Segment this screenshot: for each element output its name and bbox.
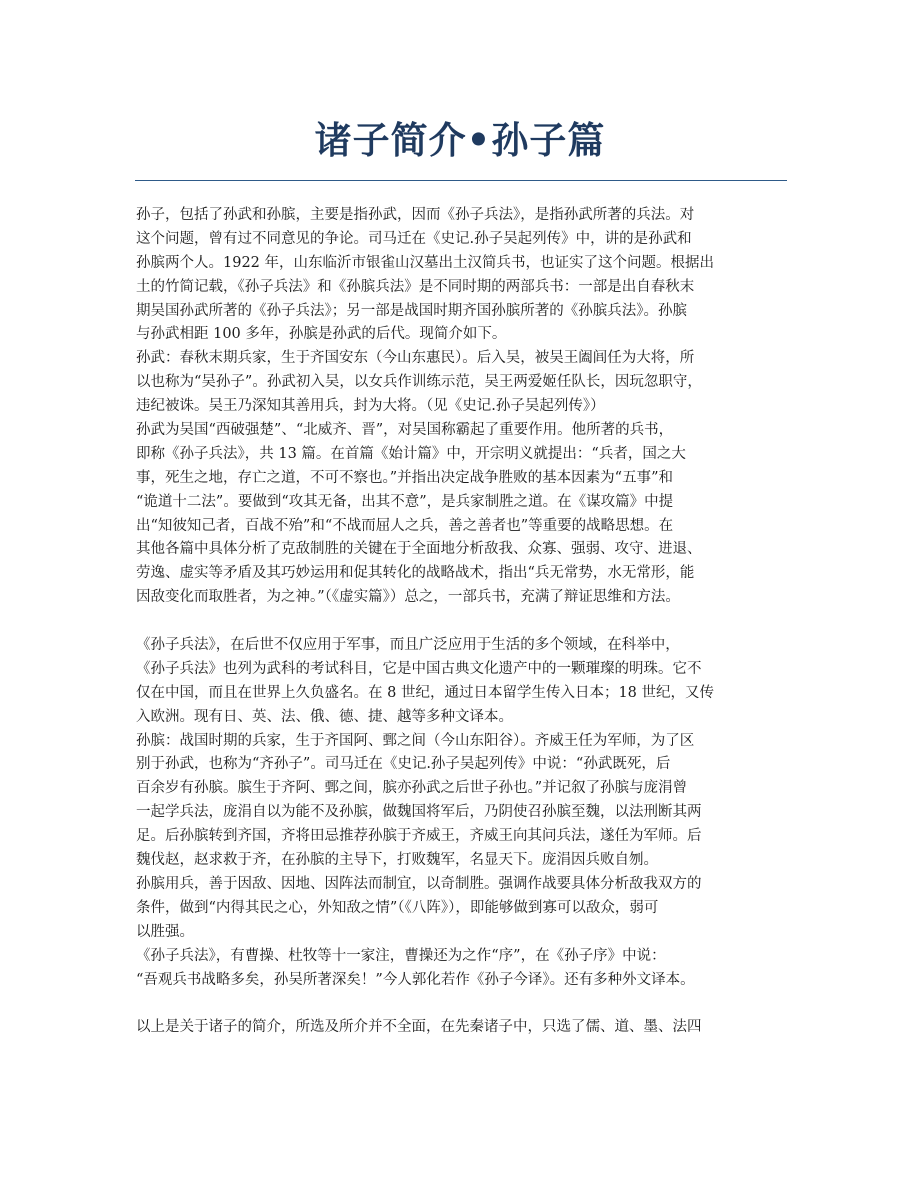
paragraph-line: 条件，做到“内得其民之心，外知敌之情”（《八阵》），即能够做到寡可以敌众，弱可 (136, 899, 659, 916)
paragraph (136, 730, 796, 873)
paragraph (136, 634, 796, 730)
paragraph-line: 劳逸、虚实等矛盾及其巧妙运用和促其转化的战略战术，指出“兵无常势，水无常形，能 (136, 565, 695, 582)
paragraph (136, 419, 796, 610)
page-title: 诸子简介•孙子篇 (314, 119, 606, 162)
title-divider (135, 180, 787, 181)
paragraph-line: 这个问题，曾有过不同意见的争论。司马迁在《史记.孙子吴起列传》中，讲的是孙武和 (136, 230, 692, 247)
paragraph-line: 以胜强。 (136, 923, 194, 940)
paragraph (136, 1016, 796, 1040)
paragraph-line: 以也称为“吴孙子”。孙武初入吴，以女兵作训练示范，吴王两爱姬任队长，因玩忽职守， (136, 374, 702, 391)
paragraph-line: 因敌变化而取胜者，为之神。”（《虚实篇》）总之，一部兵书，充满了辩证思维和方法。 (136, 589, 680, 606)
paragraph-line: 一起学兵法，庞涓自以为能不及孙膑，做魏国将军后，乃阴使召孙膑至魏，以法刑断其两 (136, 804, 702, 821)
paragraph-line: 入欧洲。现有日、英、法、俄、德、捷、越等多种文译本。 (136, 708, 513, 725)
paragraph (136, 347, 796, 419)
paragraph-line: “吾观兵书战略多矣，孙吴所著深矣！”今人郭化若作《孙子今译》。还有多种外文译本。 (136, 971, 695, 988)
paragraph-line: 《孙子兵法》也列为武科的考试科目，它是中国古典文化遗产中的一颗璀璨的明珠。它不 (136, 660, 702, 677)
paragraph-line: 《孙子兵法》，在后世不仅应用于军事，而且广泛应用于生活的多个领域，在科举中， (136, 637, 680, 654)
paragraph-gap (136, 992, 796, 1016)
paragraph-line: 仅在中国，而且在世界上久负盛名。在 8 世纪，通过日本留学生传入日本；18 世纪，又传 (136, 684, 714, 701)
paragraph-line: 孙武为吴国“西破强楚”、“北威齐、晋”，对吴国称霸起了重要作用。他所著的兵书， (136, 422, 674, 439)
paragraph-line: 孙膑两个人。1922 年，山东临沂市银雀山汉墓出土汉简兵书，也证实了这个问题。根据出 (136, 254, 715, 271)
paragraph-line: 土的竹简记载，《孙子兵法》和《孙膑兵法》是不同时期的两部兵书：一部是出自春秋末 (136, 278, 695, 295)
document-body (136, 204, 796, 1040)
paragraph-line: 孙武：春秋末期兵家，生于齐国安东（今山东惠民）。后入吴，被吴王阖闾任为大将，所 (136, 350, 695, 367)
paragraph-line: 与孙武相距 100 多年，孙膑是孙武的后代。现简介如下。 (136, 326, 507, 343)
paragraph-line: 事，死生之地，存亡之道，不可不察也。”并指出决定战争胜败的基本因素为“五事”和 (136, 469, 673, 486)
paragraph (136, 945, 796, 993)
paragraph (136, 873, 796, 945)
paragraph-line: 孙子，包括了孙武和孙膑，主要是指孙武，因而《孙子兵法》，是指孙武所著的兵法。对 (136, 207, 695, 223)
paragraph-line: 别于孙武，也称为“齐孙子”。司马迁在《史记.孙子吴起列传》中说：“孙武既死，后 (136, 756, 671, 773)
paragraph-line: 以上是关于诸子的简介，所选及所介并不全面，在先秦诸子中，只选了儒、道、墨、法四 (136, 1019, 702, 1036)
paragraph-line: 违纪被诛。吴王乃深知其善用兵，封为大将。（见《史记.孙子吴起列传》） (136, 398, 605, 415)
paragraph-line: 期吴国孙武所著的《孙子兵法》；另一部是战国时期齐国孙膑所著的《孙膑兵法》。孙膑 (136, 302, 687, 319)
paragraph-line: “诡道十二法”。要做到“攻其无备，出其不意”，是兵家制胜之道。在《谋攻篇》中提 (136, 493, 674, 510)
paragraph-line: 孙膑：战国时期的兵家，生于齐国阿、鄄之间（今山东阳谷）。齐威王任为军师，为了区 (136, 732, 695, 749)
paragraph-line: 其他各篇中具体分析了克敌制胜的关键在于全面地分析敌我、众寡、强弱、攻守、进退、 (136, 541, 702, 558)
paragraph-line: 即称《孙子兵法》，共 13 篇。在首篇《始计篇》中，开宗明义就提出：“兵者，国之大 (136, 445, 686, 462)
paragraph-line: 魏伐赵，赵求救于齐，在孙膑的主导下，打败魏军，名显天下。庞涓因兵败自刎。 (136, 852, 658, 869)
paragraph (136, 204, 796, 347)
paragraph-line: 百余岁有孙膑。膑生于齐阿、鄄之间，膑亦孙武之后世子孙也。”并记叙了孙膑与庞涓曾 (136, 780, 688, 797)
paragraph-line: 孙膑用兵，善于因敌、因地、因阵法而制宜，以奇制胜。强调作战要具体分析敌我双方的 (136, 875, 702, 892)
paragraph-line: 《孙子兵法》，有曹操、杜牧等十一家注，曹操还为之作“序”，在《孙子序》中说： (136, 947, 666, 964)
paragraph-line: 足。后孙膑转到齐国，齐将田忌推荐孙膑于齐威王，齐威王向其问兵法，遂任为军师。后 (136, 828, 702, 845)
paragraph-gap (136, 610, 796, 634)
paragraph-line: 出“知彼知己者，百战不殆”和“不战而屈人之兵，善之善者也”等重要的战略思想。在 (136, 517, 674, 534)
